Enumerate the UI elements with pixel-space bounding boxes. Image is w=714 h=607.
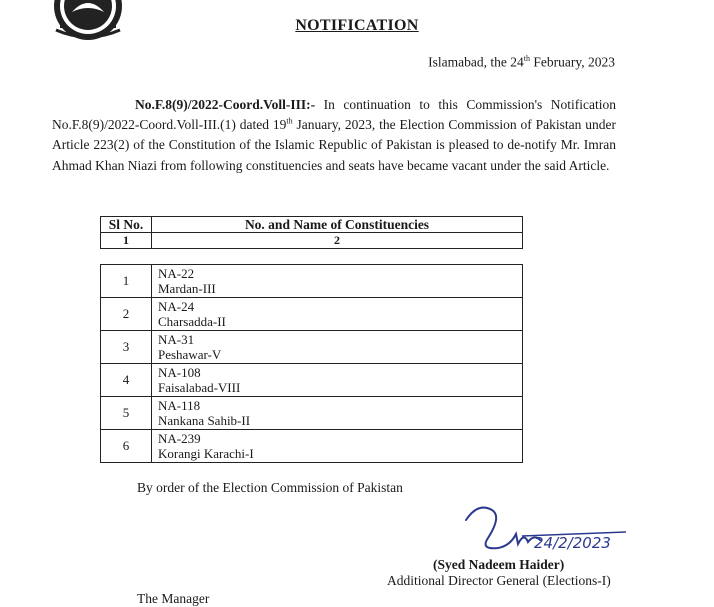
table-row: [101, 331, 523, 364]
notification-title: NOTIFICATION: [295, 17, 419, 34]
signer-designation: Additional Director General (Elections-I): [387, 573, 611, 588]
serial-cell: 1: [101, 265, 152, 298]
table-row: [101, 298, 523, 331]
constituency-cell: NA-24 Charsadda-II: [152, 298, 523, 331]
table-row: [101, 430, 523, 463]
column-index-2: 2: [152, 233, 523, 249]
table-row: [101, 364, 523, 397]
constituency-cell: NA-239 Korangi Karachi-I: [152, 430, 523, 463]
column-index-1: 1: [101, 233, 152, 249]
table-row: [101, 265, 523, 298]
serial-cell: 3: [101, 331, 152, 364]
column-header-constituency: No. and Name of Constituencies: [152, 217, 523, 233]
signer-name: (Syed Nadeem Haider): [433, 557, 565, 572]
reference-number: No.F.8(9)/2022-Coord.Voll-III:-: [135, 97, 316, 112]
constituency-cell: NA-22 Mardan-III: [152, 265, 523, 298]
order-line: By order of the Election Commission of Pakistan: [137, 480, 403, 495]
column-header-serial: Sl No.: [101, 217, 152, 233]
notification-date: Islamabad, the 24th February, 2023: [428, 54, 615, 70]
notification-body: No.F.8(9)/2022-Coord.Voll-III:- In continuation to this Commission's Notification No.F.8(9)/2022-Coord.Voll-III.(1) dated 19th January, 2023, the Election Commission of Pakistan under Article 223(2) of the Constitution of the Islamic Republic of Pakistan is pleased to de-notify Mr. Imran Ahmad Khan Niazi from following constituencies and seats have became vacant under the said Article.: [52, 97, 617, 173]
serial-cell: 4: [101, 364, 152, 397]
constituency-cell: NA-118 Nankana Sahib-II: [152, 397, 523, 430]
svg-text:24/2/2023: 24/2/2023: [534, 534, 611, 552]
constituency-cell: NA-108 Faisalabad-VIII: [152, 364, 523, 397]
constituency-cell: NA-31 Peshawar-V: [152, 331, 523, 364]
serial-cell: 5: [101, 397, 152, 430]
constituency-table: [100, 264, 523, 463]
table-row: [101, 397, 523, 430]
serial-cell: 6: [101, 430, 152, 463]
addressee-line: The Manager: [137, 591, 210, 606]
handwritten-signature: [458, 498, 638, 556]
constituency-table-header: [100, 216, 523, 249]
serial-cell: 2: [101, 298, 152, 331]
